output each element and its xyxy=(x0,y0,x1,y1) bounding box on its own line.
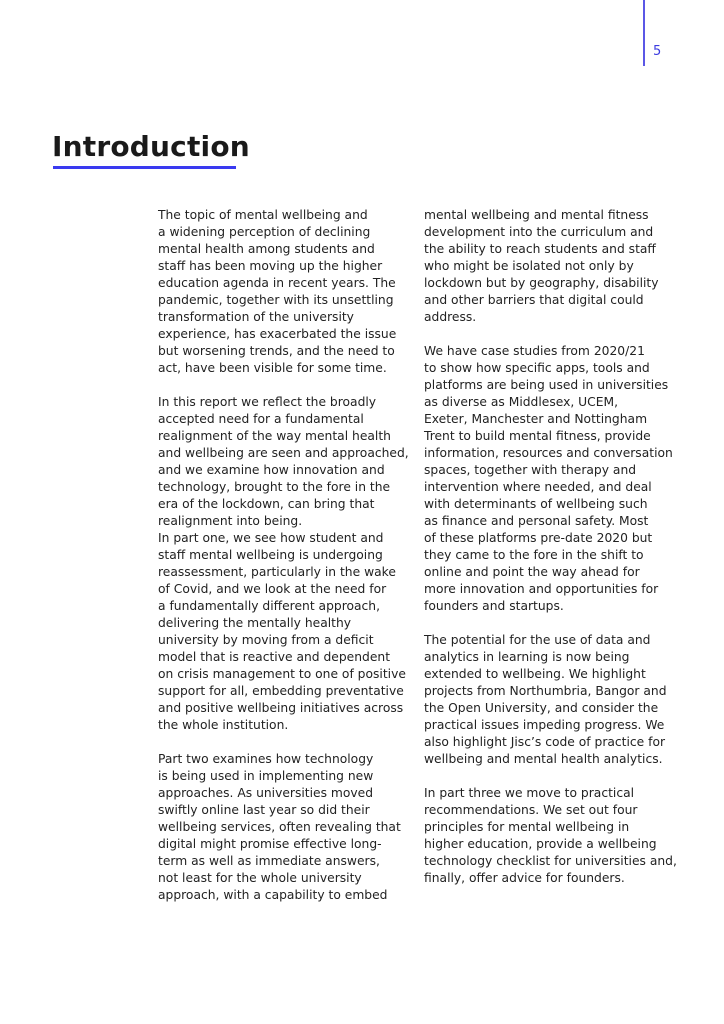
text-line: practical issues impeding progress. We xyxy=(424,718,665,732)
text-line: transformation of the university xyxy=(158,310,354,324)
paragraph xyxy=(158,394,410,530)
text-line: as diverse as Middlesex, UCEM, xyxy=(424,395,619,409)
text-line: delivering the mentally healthy xyxy=(158,616,352,630)
text-line: accepted need for a fundamental xyxy=(158,412,364,426)
text-line: digital might promise effective long- xyxy=(158,837,382,851)
text-line: spaces, together with therapy and xyxy=(424,463,637,477)
text-line: and other barriers that digital could xyxy=(424,293,644,307)
text-line: more innovation and opportunities for xyxy=(424,582,659,596)
text-line: wellbeing services, often revealing that xyxy=(158,820,401,834)
text-line: and positive wellbeing initiatives across xyxy=(158,701,404,715)
text-line: intervention where needed, and deal xyxy=(424,480,652,494)
text-line: Part two examines how technology xyxy=(158,752,374,766)
title-underline xyxy=(53,166,236,169)
page-title: Introduction xyxy=(52,130,250,163)
text-line: extended to wellbeing. We highlight xyxy=(424,667,646,681)
text-line: a widening perception of declining xyxy=(158,225,371,239)
left-text-column xyxy=(158,207,410,921)
text-line: information, resources and conversation xyxy=(424,446,673,460)
text-line: The topic of mental wellbeing and xyxy=(158,208,368,222)
text-line: development into the curriculum and xyxy=(424,225,654,239)
text-line: the ability to reach students and staff xyxy=(424,242,656,256)
text-line: and we examine how innovation and xyxy=(158,463,385,477)
text-line: experience, has exacerbated the issue xyxy=(158,327,397,341)
text-line: In part one, we see how student and xyxy=(158,531,384,545)
text-line: approach, with a capability to embed xyxy=(158,888,388,902)
text-line: staff mental wellbeing is undergoing xyxy=(158,548,383,562)
text-line: address. xyxy=(424,310,477,324)
text-line: Exeter, Manchester and Nottingham xyxy=(424,412,648,426)
text-line: online and point the way ahead for xyxy=(424,565,640,579)
text-line: technology, brought to the fore in the xyxy=(158,480,391,494)
text-line: act, have been visible for some time. xyxy=(158,361,387,375)
text-line: the Open University, and consider the xyxy=(424,701,659,715)
text-line: higher education, provide a wellbeing xyxy=(424,837,657,851)
page-number: 5 xyxy=(653,44,662,59)
text-line: with determinants of wellbeing such xyxy=(424,497,648,511)
text-line: finally, offer advice for founders. xyxy=(424,871,625,885)
text-line: but worsening trends, and the need to xyxy=(158,344,395,358)
text-line: and wellbeing are seen and approached, xyxy=(158,446,409,460)
text-line: We have case studies from 2020/21 xyxy=(424,344,645,358)
right-text-column xyxy=(424,207,679,904)
text-line: as finance and personal safety. Most xyxy=(424,514,649,528)
text-line: technology checklist for universities and, xyxy=(424,854,677,868)
text-line: to show how specific apps, tools and xyxy=(424,361,650,375)
page-marker-rule xyxy=(643,0,645,66)
text-line: university by moving from a deficit xyxy=(158,633,374,647)
text-line: not least for the whole university xyxy=(158,871,362,885)
text-line: realignment of the way mental health xyxy=(158,429,391,443)
text-line: on crisis management to one of positive xyxy=(158,667,406,681)
text-line: of these platforms pre-date 2020 but xyxy=(424,531,653,545)
text-line: founders and startups. xyxy=(424,599,564,613)
text-line: of Covid, and we look at the need for xyxy=(158,582,387,596)
text-line: analytics in learning is now being xyxy=(424,650,630,664)
text-line: approaches. As universities moved xyxy=(158,786,374,800)
paragraph xyxy=(424,785,679,887)
text-line: lockdown but by geography, disability xyxy=(424,276,659,290)
paragraph xyxy=(158,530,410,734)
paragraph xyxy=(424,632,679,768)
text-line: era of the lockdown, can bring that xyxy=(158,497,375,511)
text-line: support for all, embedding preventative xyxy=(158,684,404,698)
text-line: mental health among students and xyxy=(158,242,375,256)
text-line: term as well as immediate answers, xyxy=(158,854,380,868)
text-line: pandemic, together with its unsettling xyxy=(158,293,394,307)
text-line: platforms are being used in universities xyxy=(424,378,669,392)
text-line: recommendations. We set out four xyxy=(424,803,638,817)
text-line: education agenda in recent years. The xyxy=(158,276,396,290)
text-line: projects from Northumbria, Bangor and xyxy=(424,684,667,698)
paragraph xyxy=(158,207,410,377)
text-line: they came to the fore in the shift to xyxy=(424,548,644,562)
text-line: realignment into being. xyxy=(158,514,303,528)
text-line: a fundamentally different approach, xyxy=(158,599,381,613)
paragraph xyxy=(424,343,679,615)
text-line: In part three we move to practical xyxy=(424,786,635,800)
paragraph xyxy=(424,207,679,326)
text-line: the whole institution. xyxy=(158,718,289,732)
text-line: The potential for the use of data and xyxy=(424,633,651,647)
text-line: staff has been moving up the higher xyxy=(158,259,383,273)
text-line: mental wellbeing and mental fitness xyxy=(424,208,649,222)
text-line: model that is reactive and dependent xyxy=(158,650,391,664)
text-line: principles for mental wellbeing in xyxy=(424,820,630,834)
text-line: swiftly online last year so did their xyxy=(158,803,370,817)
text-line: In this report we reflect the broadly xyxy=(158,395,377,409)
text-line: also highlight Jisc’s code of practice for xyxy=(424,735,666,749)
text-line: is being used in implementing new xyxy=(158,769,374,783)
text-line: Trent to build mental fitness, provide xyxy=(424,429,651,443)
text-line: who might be isolated not only by xyxy=(424,259,634,273)
paragraph xyxy=(158,751,410,904)
text-line: wellbeing and mental health analytics. xyxy=(424,752,663,766)
text-line: reassessment, particularly in the wake xyxy=(158,565,396,579)
